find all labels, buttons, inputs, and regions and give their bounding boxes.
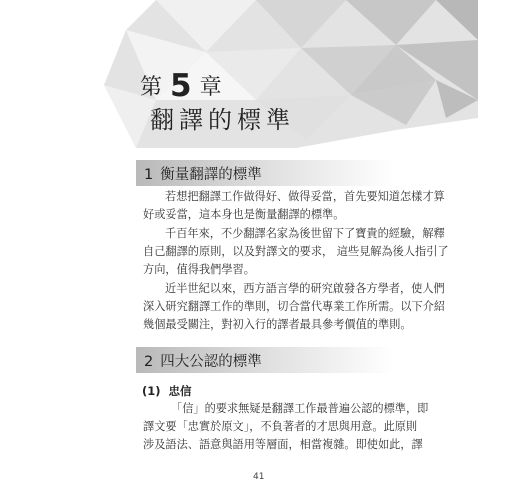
text-line: 近半世紀以來，西方語言學的研究啟發各方學者，使人們 (165, 282, 445, 295)
text-line: 好或妥當，這本身也是衡量翻譯的標準。 (143, 208, 345, 221)
paragraph (143, 400, 429, 454)
section-heading-text (144, 350, 262, 371)
text-line: 深入研究翻譯工作的準則，切合當代專業工作所需。以下介紹 (143, 300, 446, 313)
section-number: 2 (144, 354, 154, 370)
subsection-number: (1) (142, 384, 161, 398)
section-heading-text (144, 163, 262, 184)
subsection-heading (142, 383, 192, 399)
text-line: 譯文要「忠實於原文」，不負著者的才思與用意。此原則 (143, 420, 418, 433)
chapter-title: 翻譯的標準 (150, 106, 295, 134)
subsection-title: 忠信 (168, 384, 192, 398)
section-title: 衡量翻譯的標準 (160, 167, 262, 183)
text-line: 涉及語法、語意與語用等層面，相當複雜。即使如此，譯 (143, 438, 423, 451)
text-line: 「信」的要求無疑是翻譯工作最普遍公認的標準，即 (171, 402, 429, 415)
chapter-number: 5 (170, 68, 192, 104)
page-number: 41 (253, 472, 265, 482)
text-line: 自己翻譯的原則，以及對譯文的要求， 這些見解為後人指引了 (143, 245, 449, 258)
text-line: 方向，值得我們學習。 (143, 263, 255, 276)
section-heading-1 (136, 160, 394, 186)
text-line: 千百年來，不少翻譯名家為後世留下了寶貴的經驗，解釋 (165, 227, 445, 240)
chapter-prefix: 第 (140, 75, 163, 100)
text-line: 幾個最受關注，對初入行的譯者最具參考價值的準則。 (143, 318, 412, 331)
paragraph (143, 225, 449, 279)
chapter-label (140, 66, 222, 102)
paragraph (143, 280, 446, 334)
paragraph (143, 188, 445, 224)
chapter-suffix: 章 (199, 75, 222, 100)
text-line: 若想把翻譯工作做得好、做得妥當，首先要知道怎樣才算 (165, 190, 445, 203)
section-title: 四大公認的標準 (160, 354, 262, 370)
section-heading-2 (136, 347, 394, 373)
section-number: 1 (144, 167, 154, 183)
